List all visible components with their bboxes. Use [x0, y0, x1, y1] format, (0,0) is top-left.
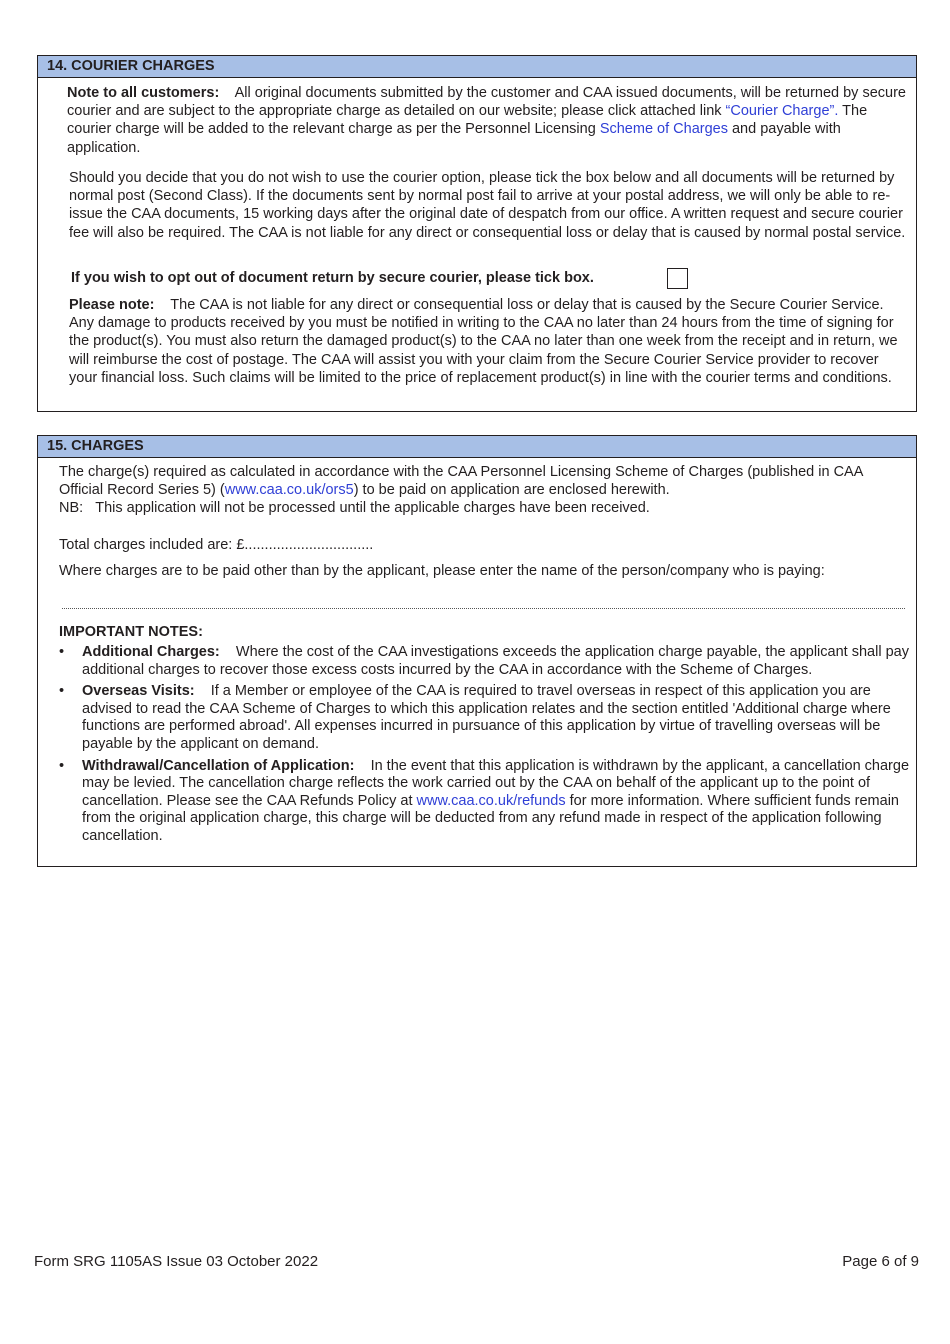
bullet-icon: •: [59, 757, 65, 774]
courier-charge-link[interactable]: “Courier Charge”.: [725, 103, 839, 120]
note-withdrawal-cancellation: [59, 758, 909, 846]
opt-out-paragraph: Should you decide that you do not wish to use the courier option, please tick the box below and all documents will be returned by normal post (Second Class). If the documents sent by normal post fail to arrive at your postal address, we will only be able to re-issue the CAA documents, 15 working days after the original date of despatch from our office. A written request and secure courier fee will also be required. The CAA is not liable for any direct or consequential loss or delay that is caused by normal postal service.: [69, 170, 906, 241]
note-label: Additional Charges:: [82, 644, 220, 660]
note-text: In the event that this application is withdrawn by the applicant, a cancellation charge may be levied. The cancellation charge reflects the work carried out by the CAA on behalf of the applicant up to the point of cancellation. Please see the CAA Refunds Policy at: [82, 757, 910, 809]
note-overseas-visits: [59, 683, 909, 753]
section-14-title: 14. COURIER CHARGES: [38, 56, 916, 78]
charges-text-2: ) to be paid on application are enclosed herewith.: [353, 482, 670, 499]
charges-paragraph: [59, 463, 909, 518]
courier-note: [67, 84, 909, 157]
refunds-link[interactable]: www.caa.co.uk/refunds: [416, 792, 566, 809]
total-charges-field[interactable]: Total charges included are: £................................: [59, 537, 374, 553]
bullet-icon: •: [59, 683, 65, 700]
important-notes-list: [59, 644, 909, 850]
note-additional-charges: [59, 644, 909, 679]
important-notes-heading-text: IMPORTANT NOTES:: [59, 624, 203, 640]
charges-text-1: The charge(s) required as calculated in accordance with the CAA Personnel Licensing Scheme of Charges (published in CAA Official Record Series 5) (: [59, 464, 863, 499]
note-text: If a Member or employee of the CAA is required to travel overseas in respect of this application you are advised to read the CAA Scheme of Charges to which this application relates and the section entitled 'Additional charge where functions are performed abroad'. All expenses incurred in pursuance of this application by virtue of travelling overseas will be payable by the applicant on demand.: [82, 683, 891, 752]
footer-form-id: Form SRG 1105AS Issue 03 October 2022: [34, 1253, 319, 1270]
please-note-label: Please note:: [69, 297, 155, 313]
note-label: Withdrawal/Cancellation of Application:: [82, 757, 355, 774]
opt-out-tick-label: [71, 269, 661, 287]
please-note-text: The CAA is not liable for any direct or consequential loss or delay that is caused by the Secure Courier Service. Any damage to products received by you must be notified in writing to the CAA no later than 24 hours from the time of signing for the product(s). You must also return the damaged product(s) to the CAA no later than one week from the receipt and in return, we will reimburse the cost of postage. The CAA will assist you with your claim from the Secure Courier Service provider to recover your financial loss. Such claims will be limited to the price of replacement product(s) in line with the courier terms and conditions.: [69, 297, 898, 386]
payer-label: Where charges are to be paid other than by the applicant, please enter the name of the person/company who is paying:: [59, 563, 825, 579]
note-label: Overseas Visits:: [82, 683, 195, 700]
important-notes-heading: [59, 623, 459, 641]
opt-out-checkbox[interactable]: [667, 268, 688, 289]
opt-out-tick-label-text: If you wish to opt out of document return by secure courier, please tick box.: [71, 270, 594, 286]
footer-page-number: Page 6 of 9: [842, 1253, 919, 1270]
payer-name-line[interactable]: [62, 607, 905, 609]
nb-text: This application will not be processed until the applicable charges have been received.: [95, 500, 650, 517]
bullet-icon: •: [59, 644, 65, 660]
courier-note-text-3: and payable with application.: [67, 121, 841, 156]
note-text-end: for more information. Where sufficient funds remain from the original application charge, this charge will be deducted from any refund made in respect of the application following cancellation.: [82, 792, 899, 844]
courier-note-label: Note to all customers:: [67, 85, 220, 101]
ors5-link[interactable]: www.caa.co.uk/ors5: [224, 482, 354, 499]
courier-note-text-2: The courier charge will be added to the relevant charge as per the Personnel Licensing: [67, 103, 868, 138]
section-15-title: 15. CHARGES: [38, 436, 916, 458]
please-note-paragraph: [69, 296, 909, 387]
note-text: Where the cost of the CAA investigations exceeds the application charge payable, the applicant shall pay additional charges to recover those excess costs incurred by the CAA in accordance with the Scheme of Charges.: [82, 644, 909, 678]
nb-label: NB:: [59, 500, 84, 517]
courier-note-text-1: All original documents submitted by the customer and CAA issued documents, will be returned by secure courier and are subject to the appropriate charge as detailed on our website; please click attached link: [67, 85, 906, 120]
scheme-of-charges-link[interactable]: Scheme of Charges: [599, 121, 728, 138]
